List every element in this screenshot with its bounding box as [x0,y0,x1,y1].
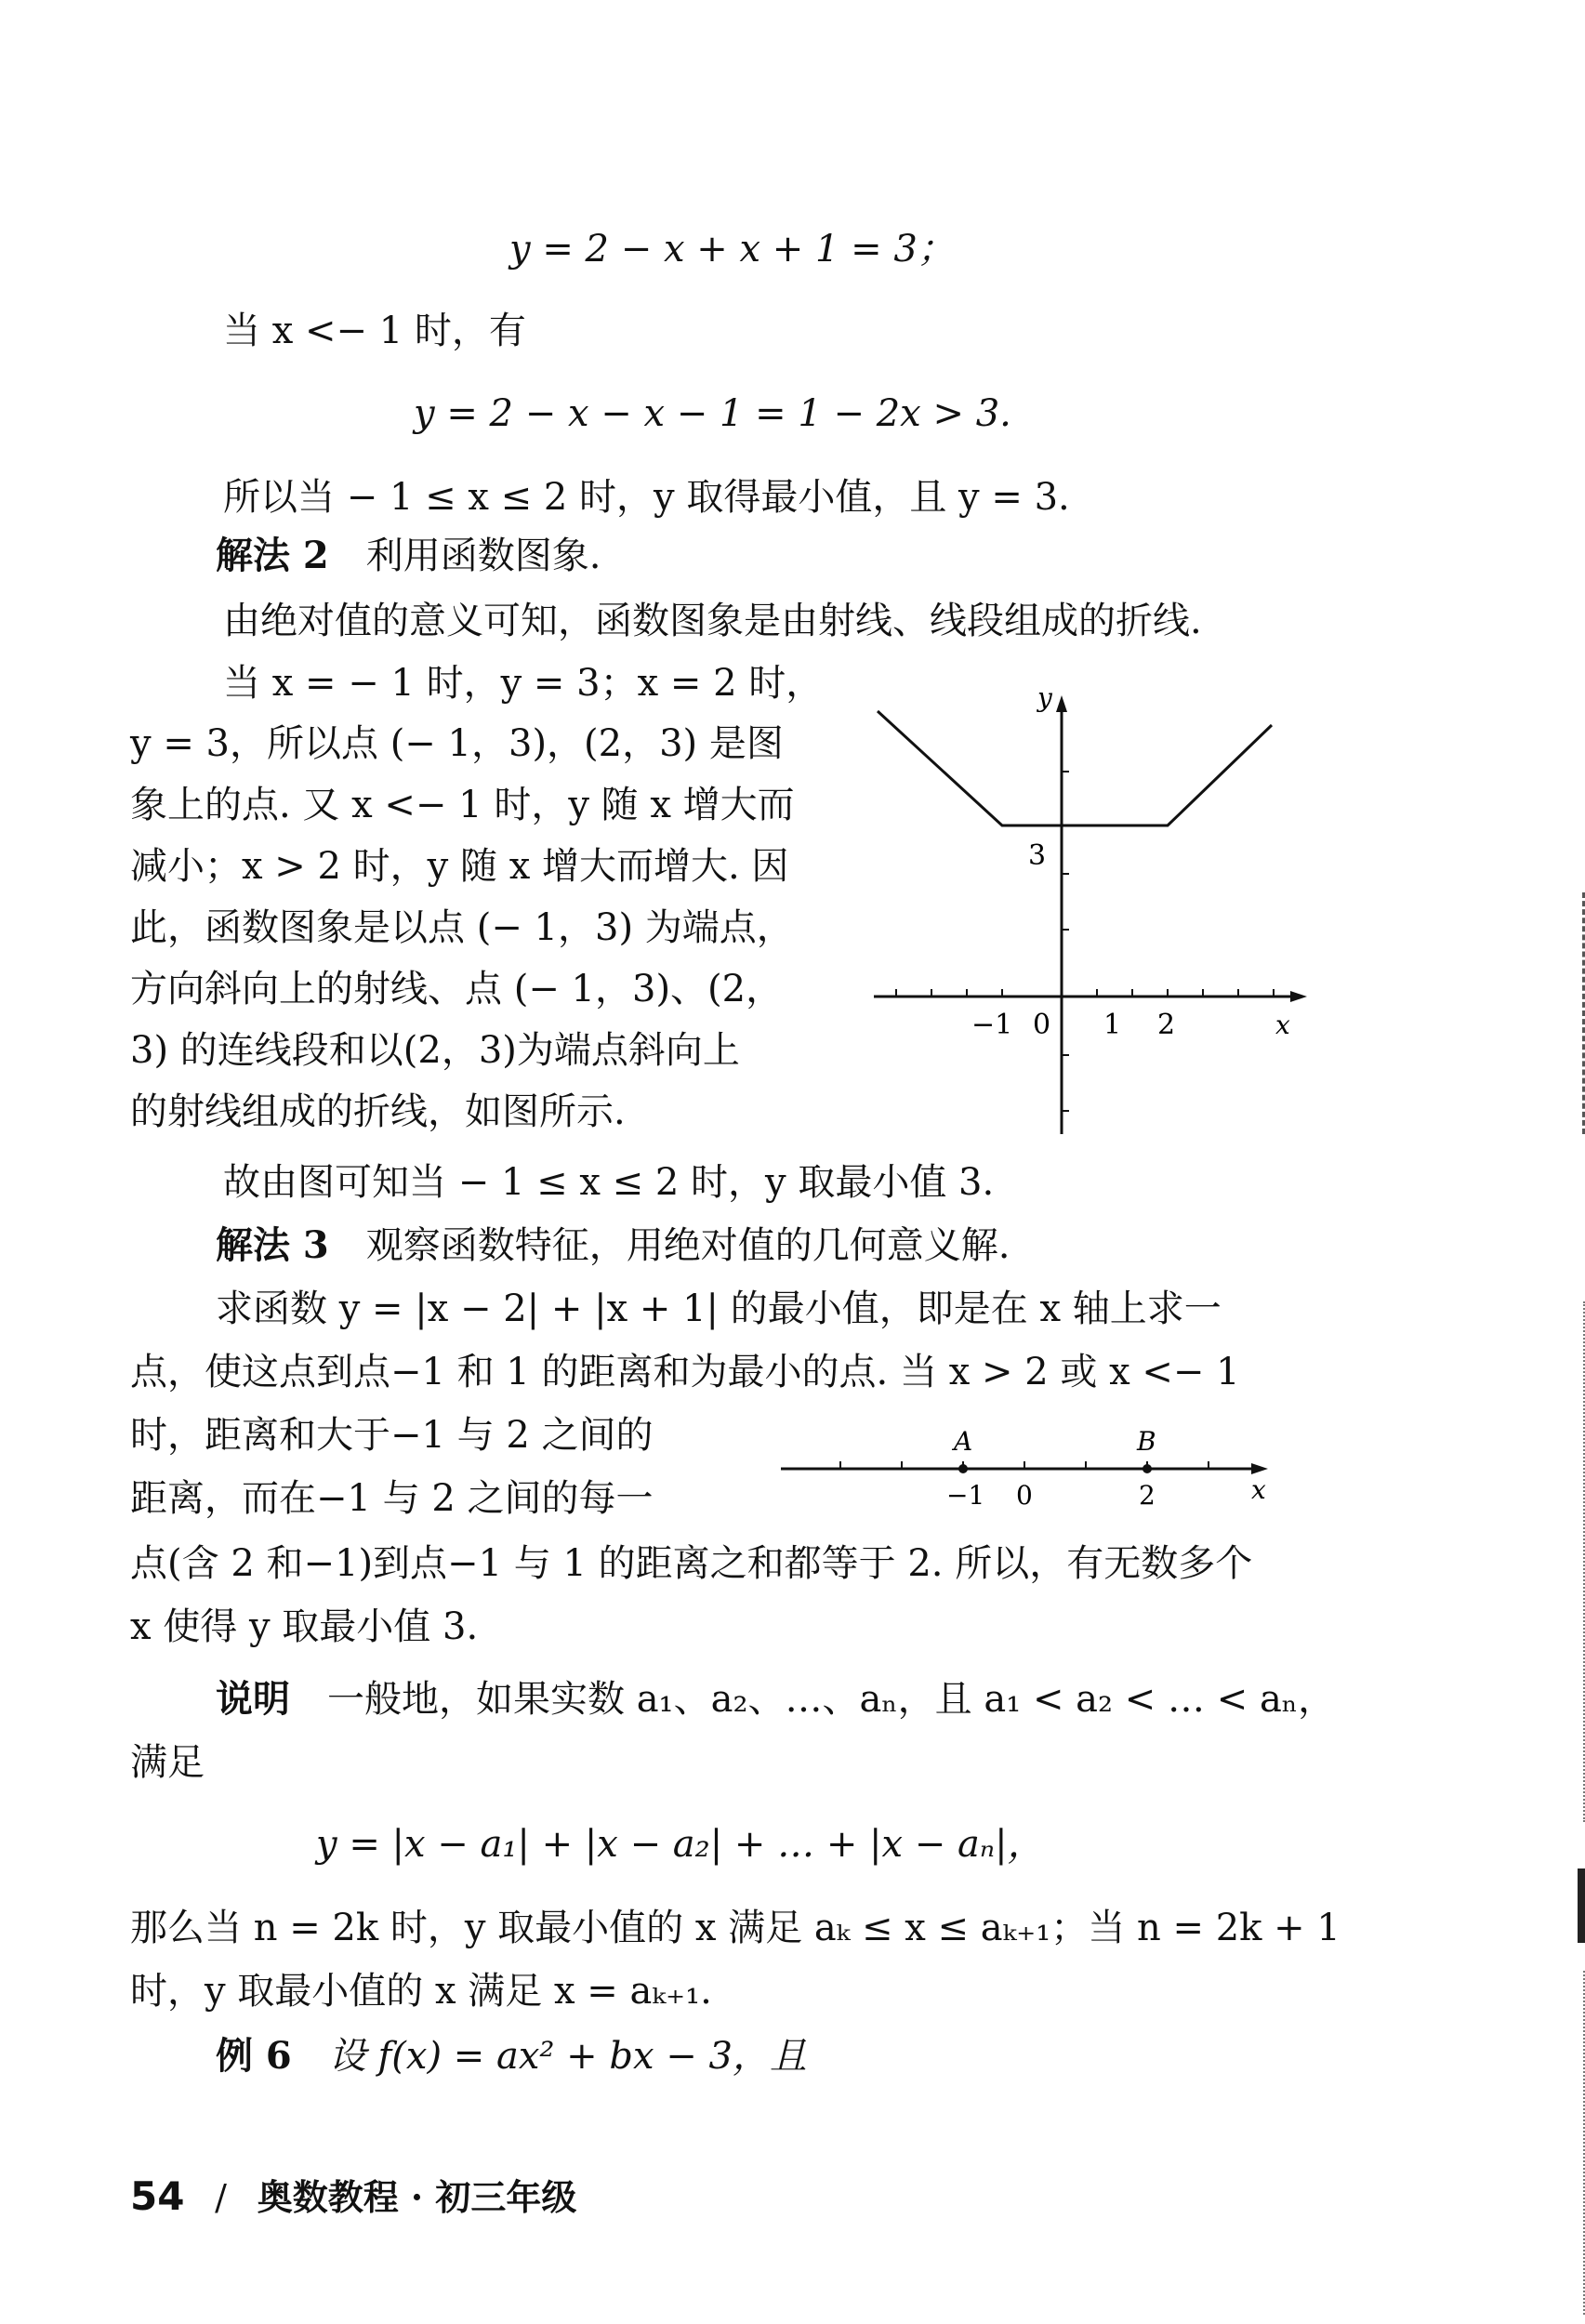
graph-paragraph-line-4: 减小；x > 2 时，y 随 x 增大而增大. 因 [130,845,789,888]
scan-edge-mark-2 [1568,1301,1585,1822]
graph-x-tick-0: 0 [1033,1009,1051,1041]
graph-y-label: y [1037,682,1052,713]
text-line-4: 所以当 − 1 ≤ x ≤ 2 时，y 取得最小值，且 y = 3. [223,476,1070,519]
method-3-text: 观察函数特征，用绝对值的几何意义解. [365,1224,1010,1267]
example-6-label: 例 6 [216,2034,292,2078]
equation-line-17: y = |x − a₁| + |x − a₂| + … + |x − aₙ|， [316,1823,1045,1866]
text-line-11: 时，距离和大于−1 与 2 之间的 [130,1414,654,1457]
equation-line-3: y = 2 − x − x − 1 = 1 − 2x > 3. [414,392,1011,435]
graph-x-tick-1: 1 [1103,1009,1122,1041]
note-label: 说明 [216,1677,290,1721]
text-line-7: 故由图可知当 − 1 ≤ x ≤ 2 时，y 取最小值 3. [223,1161,995,1204]
graph-paragraph-line-3: 象上的点. 又 x <− 1 时，y 随 x 增大而 [130,784,795,826]
text-line-16: 满足 [130,1741,205,1784]
text-line-6: 由绝对值的意义可知，函数图象是由射线、线段组成的折线. [223,600,1202,642]
number-line-x-label: x [1251,1474,1266,1505]
text-line-14: x 使得 y 取最小值 3. [130,1605,479,1648]
method-2-heading [216,534,601,577]
point-a-dot [958,1464,968,1473]
example-6-heading [216,2034,807,2078]
graph-y-arrow [1056,695,1067,712]
graph-x-tick-neg1: −1 [971,1009,1013,1041]
method-3-heading [216,1223,1010,1267]
page-number: 54 [130,2173,185,2219]
text-line-18: 那么当 n = 2k 时，y 取最小值的 x 满足 aₖ ≤ x ≤ aₖ₊₁；当 n = 2k + 1 [130,1907,1341,1949]
example-6-text: 设 f(x) = ax² + bx − 3，且 [328,2035,807,2078]
point-a-label: A [954,1426,973,1457]
number-line-tick-0: 0 [1016,1480,1033,1511]
graph-paragraph-line-5: 此，函数图象是以点 (− 1，3) 为端点， [130,906,794,949]
text-line-10: 点，使这点到点−1 和 1 的距离和为最小的点. 当 x > 2 或 x <− 1 [130,1351,1240,1393]
text-line-19: 时，y 取最小值的 x 满足 x = aₖ₊₁. [130,1970,712,2013]
equation-line-1: y = 2 − x + x + 1 = 3； [509,228,955,271]
graph-function-polyline [878,711,1272,825]
point-b-dot [1143,1464,1152,1473]
text-line-9: 求函数 y = |x − 2| + |x + 1| 的最小值，即是在 x 轴上求一 [216,1287,1222,1330]
number-line-arrow [1251,1463,1268,1474]
book-title: 奥数教程 · 初三年级 [257,2176,577,2218]
number-line-tick-neg1: −1 [946,1480,985,1511]
point-b-label: B [1137,1426,1156,1457]
scan-edge-mark-3 [1563,1868,1585,1943]
note-text: 一般地，如果实数 a₁、a₂、…、aₙ，且 a₁ < a₂ < … < aₙ， [327,1678,1336,1721]
method-2-text: 利用函数图象. [365,535,601,577]
graph-x-label: x [1275,1010,1290,1040]
graph-paragraph-line-7: 3) 的连线段和以(2，3)为端点斜向上 [130,1029,740,1072]
method-3-label: 解法 3 [216,1223,329,1267]
text-line-12: 距离，而在−1 与 2 之间的每一 [130,1477,654,1520]
scan-edge-mark-4 [1568,1971,1585,2315]
method-2-label: 解法 2 [216,534,329,577]
graph-x-arrow [1290,991,1307,1002]
graph-paragraph-line-6: 方向斜向上的射线、点 (− 1，3)、(2， [130,968,784,1010]
text-line-2: 当 x <− 1 时，有 [223,310,526,352]
page-footer [130,2173,577,2219]
graph-paragraph-line-1: 当 x = − 1 时，y = 3；x = 2 时， [223,662,824,705]
number-line-tick-2: 2 [1139,1480,1156,1511]
graph-paragraph-line-2: y = 3，所以点 (− 1，3)，(2，3) 是图 [130,722,784,765]
graph-paragraph-line-8: 的射线组成的折线，如图所示. [130,1090,626,1133]
footer-separator: / [215,2177,227,2218]
text-line-13: 点(含 2 和−1)到点−1 与 1 的距离之和都等于 2. 所以，有无数多个 [130,1542,1253,1585]
graph-x-tick-2: 2 [1157,1009,1176,1041]
scan-edge-mark-1 [1567,892,1585,1134]
note-heading [216,1677,1336,1721]
graph-y-tick-3: 3 [1028,839,1047,872]
number-line-figure [772,1422,1292,1525]
function-graph [855,679,1320,1143]
